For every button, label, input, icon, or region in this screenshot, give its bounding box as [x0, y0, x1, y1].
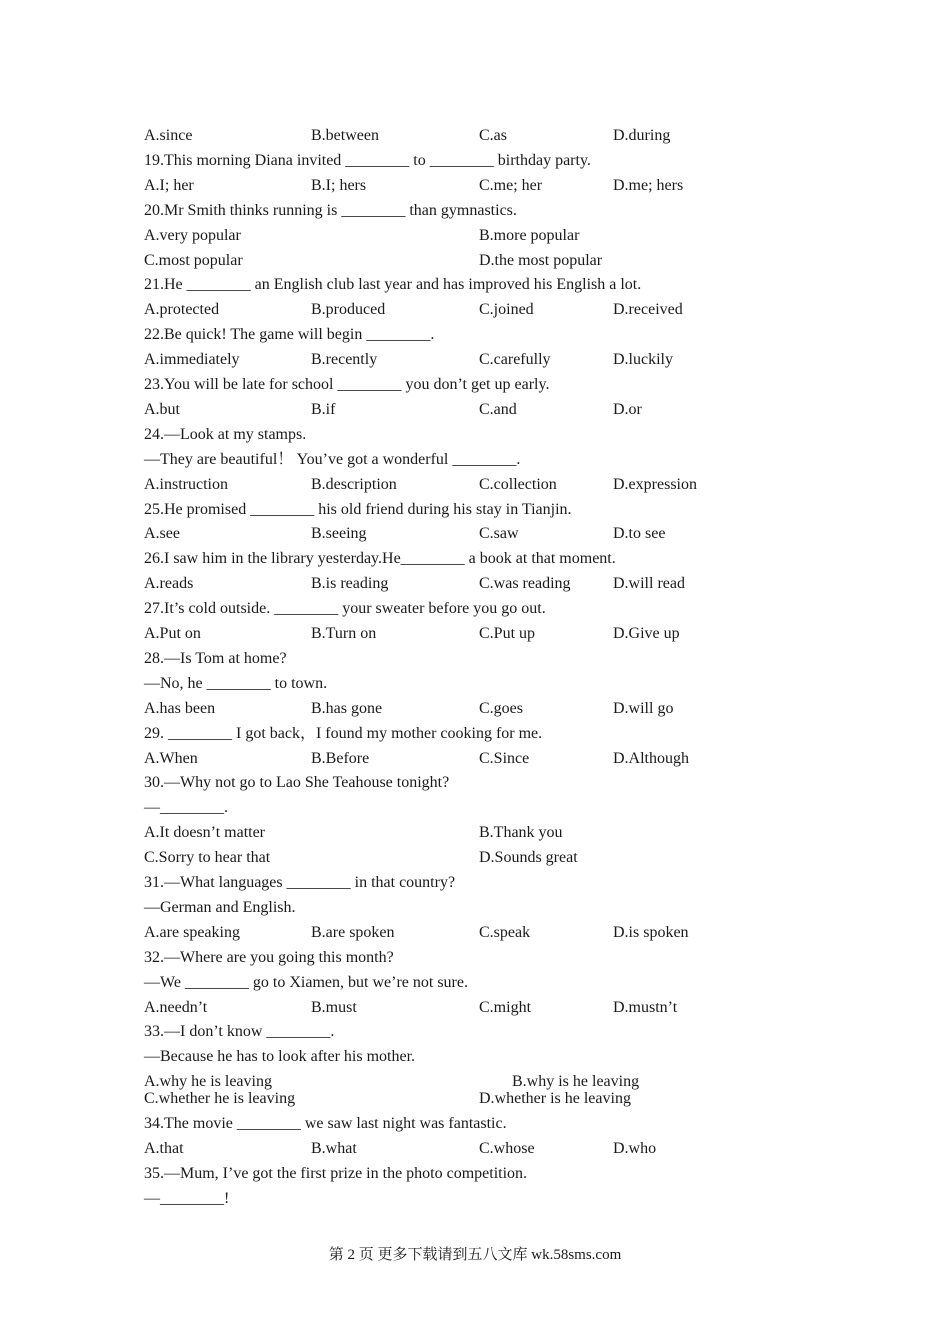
answer-option: B.description — [311, 476, 397, 493]
answer-option: A.that — [144, 1140, 184, 1157]
answer-option: A.are speaking — [144, 924, 240, 941]
answer-option: C.whose — [479, 1140, 535, 1157]
answer-option: C.as — [479, 127, 507, 144]
question-line: 24.—Look at my stamps. — [144, 426, 307, 443]
question-line: 35.—Mum, I’ve got the first prize in the photo competition. — [144, 1165, 528, 1182]
answer-option: A.immediately — [144, 351, 240, 368]
question-line: 28.—Is Tom at home? — [144, 650, 287, 667]
answer-option: C.me; her — [479, 177, 543, 194]
answer-option: D.me; hers — [613, 177, 684, 194]
answer-option: A.Put on — [144, 625, 201, 642]
answer-option: B.more popular — [479, 227, 580, 244]
answer-option: B.is reading — [311, 575, 389, 592]
question-line: —Because he has to look after his mother. — [144, 1048, 416, 1065]
answer-option: A.instruction — [144, 476, 228, 493]
answer-option: C.most popular — [144, 252, 243, 269]
answer-option: C.was reading — [479, 575, 571, 592]
answer-option: B.I; hers — [311, 177, 367, 194]
question-line: 34.The movie ________ we saw last night was fantastic. — [144, 1115, 507, 1132]
answer-option: D.whether is he leaving — [479, 1090, 631, 1107]
answer-option: C.saw — [479, 525, 519, 542]
answer-option: B.seeing — [311, 525, 367, 542]
answer-option: D.expression — [613, 476, 697, 493]
answer-option: C.Since — [479, 750, 530, 767]
question-line: 25.He promised ________ his old friend during his stay in Tianjin. — [144, 501, 572, 518]
answer-option: C.Put up — [479, 625, 536, 642]
answer-option: B.Before — [311, 750, 370, 767]
answer-option: A.When — [144, 750, 198, 767]
question-line: —________! — [144, 1190, 230, 1207]
answer-option: B.produced — [311, 301, 386, 318]
answer-option: A.has been — [144, 700, 216, 717]
page-footer: 第 2 页 更多下载请到五八文库 wk.58sms.com — [328, 1247, 622, 1263]
answer-option: A.needn’t — [144, 999, 208, 1016]
answer-option: D.who — [613, 1140, 657, 1157]
question-line: 30.—Why not go to Lao She Teahouse tonight? — [144, 774, 450, 791]
answer-option: A.protected — [144, 301, 220, 318]
answer-option: D.during — [613, 127, 671, 144]
answer-option: B.Turn on — [311, 625, 377, 642]
answer-option: B.why is he leaving — [512, 1073, 640, 1090]
answer-option: A.It doesn’t matter — [144, 824, 266, 841]
answer-option: B.recently — [311, 351, 378, 368]
answer-option: D.Sounds great — [479, 849, 578, 866]
answer-option: D.mustn’t — [613, 999, 678, 1016]
answer-option: D.Give up — [613, 625, 680, 642]
question-line: 21.He ________ an English club last year and has improved his English a lot. — [144, 276, 642, 293]
answer-option: D.the most popular — [479, 252, 603, 269]
answer-option: D.Although — [613, 750, 689, 767]
answer-option: B.Thank you — [479, 824, 563, 841]
answer-option: C.and — [479, 401, 517, 418]
question-line: —No, he ________ to town. — [144, 675, 328, 692]
question-line: 22.Be quick! The game will begin ________. — [144, 326, 435, 343]
answer-option: A.I; her — [144, 177, 194, 194]
answer-option: C.collection — [479, 476, 557, 493]
question-line: —________. — [144, 799, 228, 816]
question-line: 27.It’s cold outside. ________ your sweater before you go out. — [144, 600, 546, 617]
answer-option: D.is spoken — [613, 924, 689, 941]
answer-option: C.Sorry to hear that — [144, 849, 271, 866]
answer-option: B.if — [311, 401, 336, 418]
question-line: 26.I saw him in the library yesterday.He________ a book at that moment. — [144, 550, 616, 567]
question-line: —German and English. — [144, 899, 296, 916]
question-line: 19.This morning Diana invited ________ to ________ birthday party. — [144, 152, 591, 169]
answer-option: D.will read — [613, 575, 685, 592]
answer-option: D.will go — [613, 700, 674, 717]
question-line: 32.—Where are you going this month? — [144, 949, 394, 966]
answer-option: A.why he is leaving — [144, 1073, 272, 1090]
answer-option: C.goes — [479, 700, 523, 717]
answer-option: A.since — [144, 127, 193, 144]
answer-option: B.has gone — [311, 700, 383, 717]
answer-option: B.are spoken — [311, 924, 395, 941]
answer-option: A.reads — [144, 575, 194, 592]
answer-option: A.see — [144, 525, 180, 542]
question-line: 31.—What languages ________ in that country? — [144, 874, 456, 891]
answer-option: C.joined — [479, 301, 534, 318]
answer-option: D.or — [613, 401, 642, 418]
answer-option: D.received — [613, 301, 683, 318]
answer-option: B.what — [311, 1140, 357, 1157]
question-line: 33.—I don’t know ________. — [144, 1023, 335, 1040]
answer-option: C.whether he is leaving — [144, 1090, 296, 1107]
question-line: 20.Mr Smith thinks running is ________ than gymnastics. — [144, 202, 517, 219]
answer-option: A.very popular — [144, 227, 241, 244]
answer-option: B.must — [311, 999, 357, 1016]
answer-option: A.but — [144, 401, 180, 418]
question-line: 23.You will be late for school ________ you don’t get up early. — [144, 376, 550, 393]
answer-option: C.carefully — [479, 351, 551, 368]
answer-option: D.to see — [613, 525, 666, 542]
answer-option: C.might — [479, 999, 532, 1016]
question-line: —We ________ go to Xiamen, but we’re not sure. — [144, 974, 468, 991]
answer-option: D.luckily — [613, 351, 673, 368]
answer-option: C.speak — [479, 924, 531, 941]
question-line: —They are beautiful！ You’ve got a wonderful ________. — [144, 451, 521, 468]
question-line: 29. ________ I got back，I found my mother cooking for me. — [144, 725, 543, 742]
answer-option: B.between — [311, 127, 379, 144]
